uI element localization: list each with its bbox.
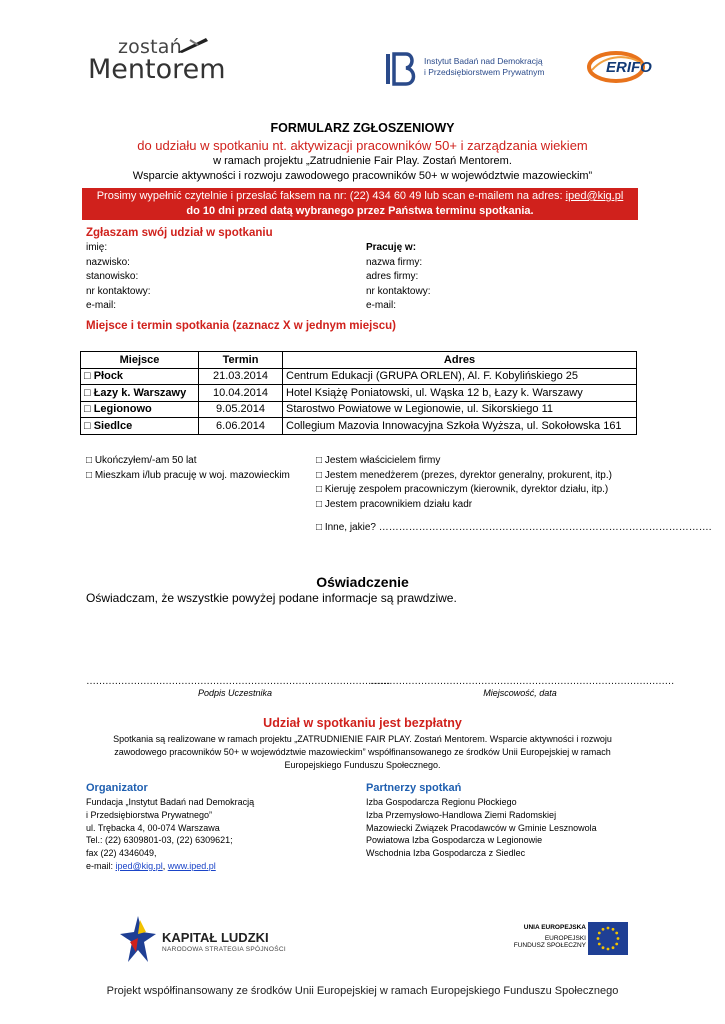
logo-mentorem-text: Mentorem (88, 54, 226, 85)
free-heading: Udział w spotkaniu jest bezpłatny (263, 716, 462, 730)
place-date: 21.03.2014 (199, 368, 283, 385)
checkbox-team-lead[interactable]: □ Kieruję zespołem pracowniczym (kierownik, dyrektor działu, itp.) (316, 484, 609, 495)
field-first-name[interactable]: imię: (86, 242, 108, 253)
submission-notice (82, 188, 638, 220)
checkbox-owner[interactable]: □ Jestem właścicielem firmy (316, 455, 441, 466)
col-header-place: Miejsce (81, 352, 199, 369)
checkbox-hr[interactable]: □ Jestem pracownikiem działu kadr (316, 498, 473, 510)
organizer-heading: Organizator (86, 782, 148, 794)
eu-sub1: EUROPEJSKI (544, 935, 586, 942)
declaration-heading: Oświadczenie (316, 574, 409, 590)
place-address: Collegium Mazovia Innowacyjna Szkoła Wyższa, ul. Sokołowska 161 (283, 418, 637, 435)
erifo-text: ERIFO (606, 59, 652, 76)
field-company-email[interactable]: e-mail: (366, 300, 397, 311)
organizer-line: ul. Trębacka 4, 00-074 Warszawa (86, 822, 220, 833)
footer-cofinancing: Projekt współfinansowany ze środków Unii Europejskiej w ramach Europejskiego Funduszu Społecznego (106, 985, 619, 997)
eu-title: UNIA EUROPEJSKA (523, 924, 586, 931)
checkbox-age-50[interactable]: □ Ukończyłem/-am 50 lat (86, 455, 197, 466)
pen-icon (176, 36, 210, 54)
notice-line2: do 10 dni przed datą wybranego przez Państwa terminu spotkania. (186, 205, 534, 217)
logo-zostan-text: zostań (118, 36, 182, 58)
field-company-name[interactable]: nazwa firmy: (366, 256, 423, 268)
ibd-line2: i Przedsiębiorstwem Prywatnym (424, 67, 545, 77)
kl-subtitle: NARODOWA STRATEGIA SPÓJNOŚCI (162, 946, 286, 953)
place-date: 10.04.2014 (199, 385, 283, 402)
eu-flag-icon (588, 922, 628, 955)
table-row[interactable] (81, 385, 637, 402)
eu-sub2: FUNDUSZ SPOŁECZNY (513, 942, 586, 949)
notice-email-link[interactable]: iped@kig.pl (565, 190, 624, 202)
kapital-ludzki-logo (118, 912, 288, 968)
kapital-ludzki-star-icon (118, 912, 158, 968)
form-subtitle: do udziału w spotkaniu nt. aktywizacji pracowników 50+ i zarządzania wiekiem (137, 138, 588, 153)
notice-line1: Prosimy wypełnić czytelnie i przesłać faksem na nr: (22) 434 60 49 lub scan e-mailem na adres: (96, 190, 563, 202)
project-line: w ramach projektu „Zatrudnienie Fair Play. Zostań Mentorem. (213, 155, 512, 167)
partners-heading: Partnerzy spotkań (366, 782, 462, 794)
place-checkbox[interactable]: □ Legionowo (81, 401, 199, 418)
organizer-line: i Przedsiębiorstwa Prywatnego” (86, 809, 213, 820)
place-date: 9.05.2014 (199, 401, 283, 418)
place-date: 6.06.2014 (199, 418, 283, 435)
field-last-name[interactable]: nazwisko: (86, 256, 130, 268)
declaration-text: Oświadczam, że wszystkie powyżej podane informacje są prawdziwe. (86, 591, 457, 605)
field-company-contact[interactable]: nr kontaktowy: (366, 285, 431, 297)
table-row[interactable] (81, 368, 637, 385)
place-address: Centrum Edukacji (GRUPA ORLEN), Al. F. Kobylińskiego 25 (283, 368, 637, 385)
organizer-line: Fundacja „Instytut Badań nad Demokracją (86, 797, 255, 807)
field-position[interactable]: stanowisko: (86, 271, 139, 282)
place-date-label: Miejscowość, data (483, 688, 557, 698)
partner-item: Izba Przemysłowo-Handlowa Ziemi Radomskiej (366, 809, 557, 820)
kl-title: KAPITAŁ LUDZKI (162, 930, 269, 945)
eu-text (478, 924, 586, 949)
place-checkbox[interactable]: □ Łazy k. Warszawy (81, 385, 199, 402)
checkbox-other[interactable]: □ Inne, jakie? ………………………………………………………………………………………. (316, 522, 712, 533)
participant-heading: Zgłaszam swój udział w spotkaniu (86, 227, 273, 239)
role-checkboxes (316, 454, 646, 512)
participant-fields (86, 241, 336, 314)
place-checkbox[interactable]: □ Płock (81, 368, 199, 385)
partners-list (366, 796, 646, 860)
organizer-line: fax (22) 4346049, (86, 848, 157, 859)
email-label: e-mail: (86, 860, 114, 871)
employer-fields (366, 241, 626, 314)
eligibility-checkboxes (86, 454, 316, 483)
partner-item: Mazowiecki Związek Pracodawców w Gminie Lesznowola (366, 822, 597, 833)
table-row[interactable] (81, 418, 637, 435)
field-email[interactable]: e-mail: (86, 300, 117, 311)
erifo-logo (586, 50, 672, 84)
employer-heading: Pracuję w: (366, 242, 417, 253)
table-header-row (81, 352, 637, 369)
place-date-line[interactable]: …………………………………………………………………………………… (370, 676, 674, 687)
col-header-address: Adres (283, 352, 637, 369)
organizer-www-link[interactable]: www.iped.pl (167, 860, 216, 871)
organizer-details (86, 796, 356, 873)
zostan-mentorem-logo (88, 36, 238, 88)
place-address: Hotel Książę Poniatowski, ul. Wąska 12 b, Łazy k. Warszawy (283, 385, 637, 402)
ibd-line1: Instytut Badań nad Demokracją (424, 56, 543, 66)
organizer-email-link[interactable]: iped@kig.pl (115, 860, 163, 871)
organizer-line: Tel.: (22) 6309801-03, (22) 6309621; (86, 835, 233, 846)
places-table (80, 351, 637, 435)
field-contact[interactable]: nr kontaktowy: (86, 285, 151, 297)
project-line-2: Wsparcie aktywności i rozwoju zawodowego pracowników 50+ w województwie mazowieckim” (132, 170, 593, 182)
link-separator: , (162, 860, 166, 871)
partner-item: Wschodnia Izba Gospodarcza z Siedlec (366, 848, 526, 859)
signature-line[interactable]: …………………………………………………………………………………… (86, 676, 390, 687)
checkbox-mazowieckie[interactable]: □ Mieszkam i/lub pracuję w woj. mazowieckim (86, 469, 290, 481)
partner-item: Powiatowa Izba Gospodarcza w Legionowie (366, 835, 543, 846)
form-title: FORMULARZ ZGŁOSZENIOWY (270, 121, 455, 135)
field-company-address[interactable]: adres firmy: (366, 271, 419, 282)
partner-item: Izba Gospodarcza Regionu Płockiego (366, 797, 517, 807)
place-checkbox[interactable]: □ Siedlce (81, 418, 199, 435)
signature-label: Podpis Uczestnika (197, 688, 273, 698)
col-header-date: Termin (199, 352, 283, 369)
ibd-logo (382, 52, 557, 86)
place-address: Starostwo Powiatowe w Legionowie, ul. Sikorskiego 11 (283, 401, 637, 418)
table-row[interactable] (81, 401, 637, 418)
checkbox-manager[interactable]: □ Jestem menedżerem (prezes, dyrektor generalny, prokurent, itp.) (316, 469, 612, 481)
free-text: Spotkania są realizowane w ramach projektu „ZATRUDNIENIE FAIR PLAY. Zostań Mentorem. Wsparcie aktywności i rozwoju zawodowego pracowników 50+ w województwie mazowieckim” współfinansowanego ze środków Unii Europejskiej w ramach Europejskiego Funduszu Społecznego. (113, 734, 612, 770)
organizer-contact (86, 860, 356, 873)
places-heading: Miejsce i termin spotkania (zaznacz X w jednym miejscu) (86, 320, 396, 332)
ib-mark-icon (382, 52, 420, 86)
eu-stars-icon (588, 922, 628, 955)
